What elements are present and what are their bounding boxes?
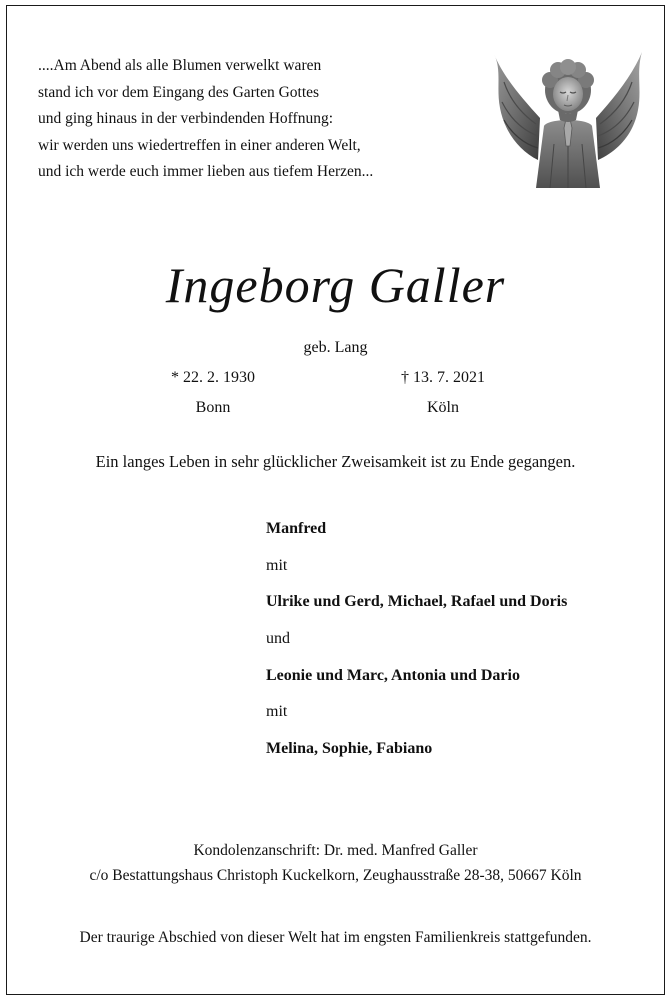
family-line: mit xyxy=(266,703,288,721)
statement: Ein langes Leben in sehr glücklicher Zweisamkeit ist zu Ende gegangen. xyxy=(95,452,576,471)
poem-line: und ich werde euch immer lieben aus tiefem Herzen... xyxy=(38,163,374,180)
poem-line: wir werden uns wiedertreffen in einer anderen Welt, xyxy=(38,136,361,154)
birth-date: * 22. 2. 1930 xyxy=(171,369,255,386)
maiden-name: geb. Lang xyxy=(303,339,368,356)
family-line: Melina, Sophie, Fabiano xyxy=(266,740,433,758)
poem-line: und ging hinaus in der verbindenden Hoffnung: xyxy=(38,110,334,127)
family-line: Ulrike und Gerd, Michael, Rafael und Doris xyxy=(266,593,568,611)
praying-angel-statue-icon xyxy=(492,48,644,188)
closing-note: Der traurige Abschied von dieser Welt hat im engsten Familienkreis stattgefunden. xyxy=(79,929,592,946)
poem-line: stand ich vor dem Eingang des Garten Gottes xyxy=(38,83,320,101)
family-list xyxy=(266,518,646,775)
death-place: Köln xyxy=(427,399,459,416)
funeral-home-address: c/o Bestattungshaus Christoph Kuckelkorn, Zeughausstraße 28-38, 50667 Köln xyxy=(89,867,582,884)
family-line: Leonie und Marc, Antonia und Dario xyxy=(266,666,520,684)
family-line: Manfred xyxy=(266,520,327,537)
birth-place: Bonn xyxy=(195,399,231,416)
condolence-address: Kondolenzanschrift: Dr. med. Manfred Galler xyxy=(193,842,478,859)
poem xyxy=(38,53,458,186)
poem-line: ....Am Abend als alle Blumen verwelkt waren xyxy=(38,57,322,74)
family-line: mit xyxy=(266,556,288,574)
family-line: und xyxy=(266,630,290,648)
deceased-name: Ingeborg Galler xyxy=(165,257,506,313)
death-date: † 13. 7. 2021 xyxy=(401,369,485,386)
